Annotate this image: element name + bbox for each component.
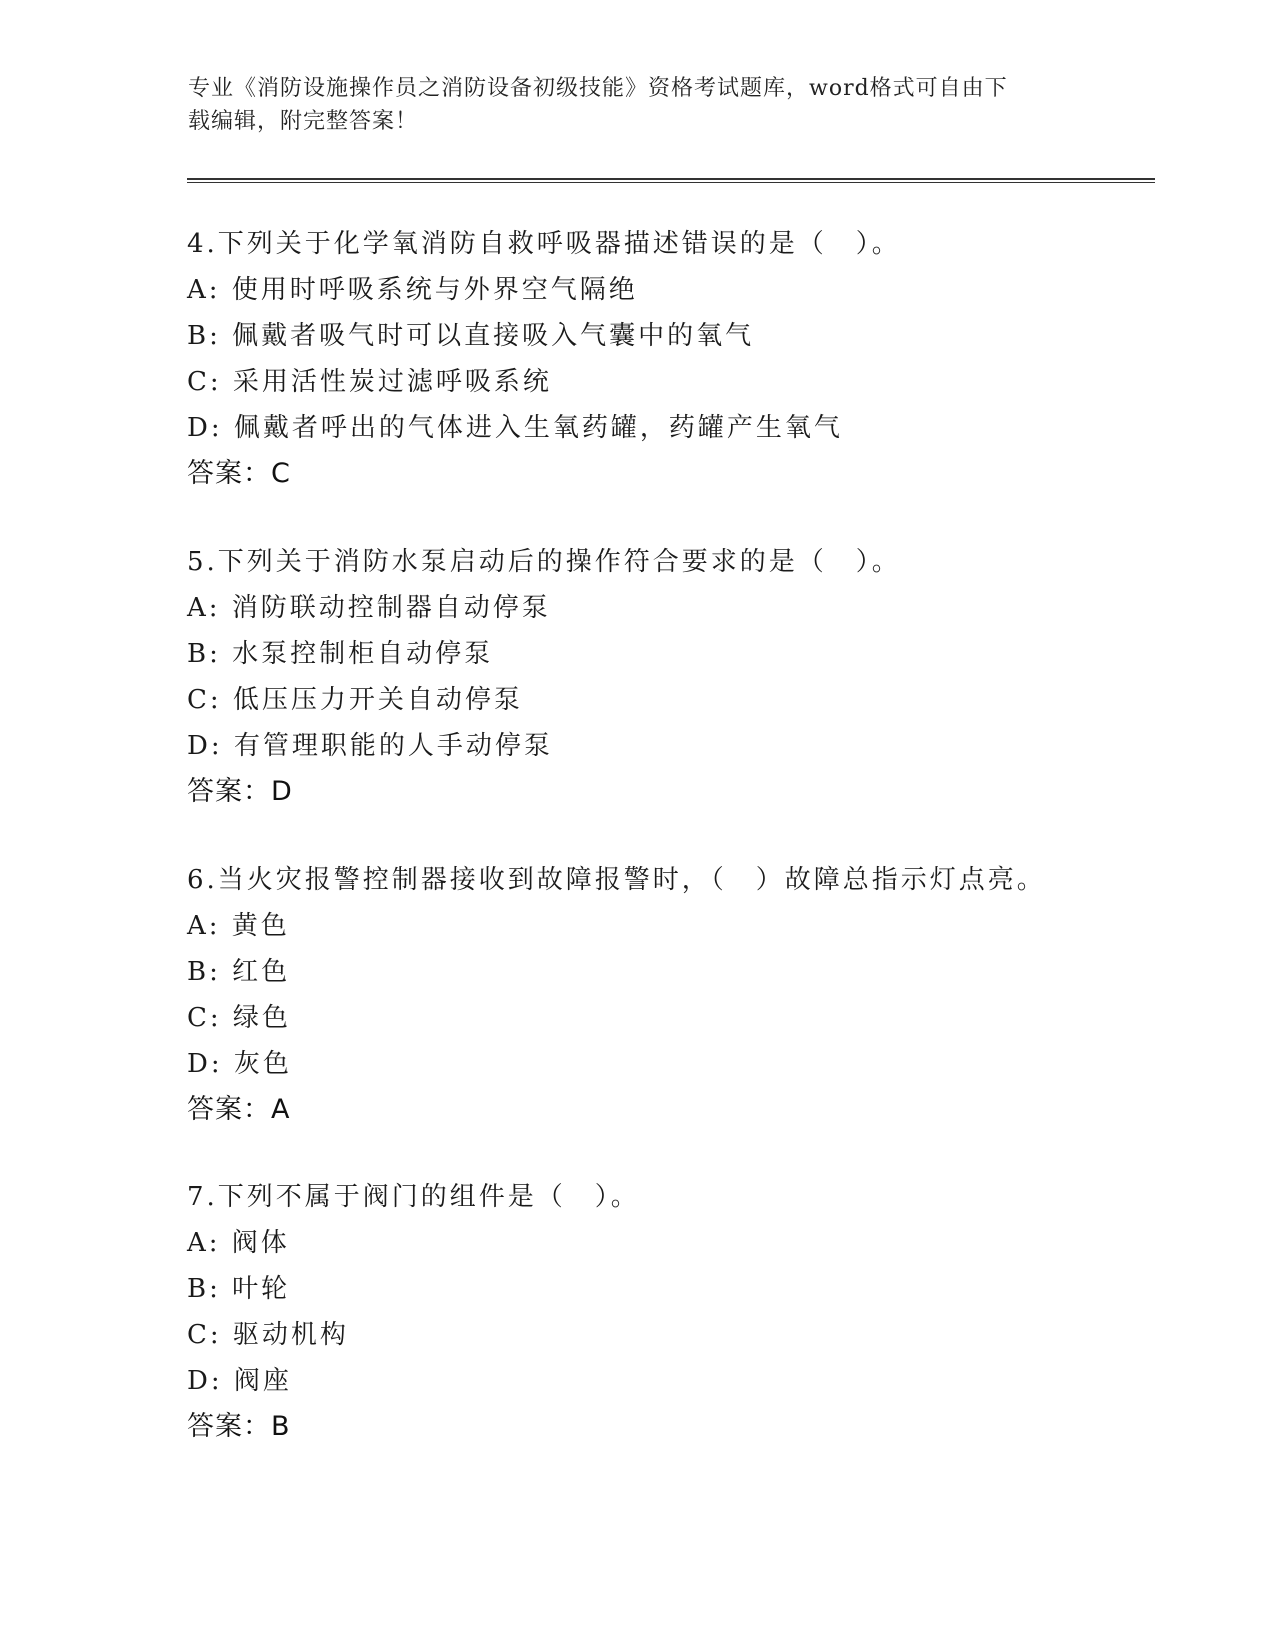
option-b: B: 佩戴者吸气时可以直接吸入气囊中的氧气	[187, 321, 755, 351]
header-divider	[187, 178, 1155, 183]
question-5	[187, 539, 1187, 815]
answer-line: 答案：A	[187, 1094, 291, 1125]
option-a: A: 阀体	[187, 1228, 290, 1258]
option-b: B: 红色	[187, 957, 291, 987]
option-a: A: 使用时呼吸系统与外界空气隔绝	[187, 275, 638, 305]
answer-line: 答案：C	[187, 458, 291, 489]
answer-line: 答案：B	[187, 1411, 291, 1442]
option-b: B: 水泵控制柜自动停泵	[187, 639, 494, 669]
question-7	[187, 1174, 1187, 1450]
document-header	[188, 72, 1068, 138]
option-c: C: 绿色	[187, 1003, 291, 1033]
question-stem: 7.下列不属于阀门的组件是（ ）。	[187, 1182, 640, 1212]
option-a: A: 消防联动控制器自动停泵	[187, 593, 551, 623]
option-d: D: 灰色	[187, 1049, 292, 1079]
question-stem: 5.下列关于消防水泵启动后的操作符合要求的是（ ）。	[187, 547, 901, 577]
question-4	[187, 221, 1187, 497]
header-line-2: 载编辑，附完整答案！	[188, 109, 419, 134]
question-stem: 6.当火灾报警控制器接收到故障报警时，（ ）故障总指示灯点亮。	[187, 865, 1046, 895]
option-d: D: 阀座	[187, 1366, 292, 1396]
header-line-1: 专业《消防设施操作员之消防设备初级技能》资格考试题库，word格式可自由下	[188, 76, 1008, 101]
option-c: C: 驱动机构	[187, 1320, 349, 1350]
option-a: A: 黄色	[187, 911, 290, 941]
option-d: D: 佩戴者呼出的气体进入生氧药罐，药罐产生氧气	[187, 413, 843, 443]
option-c: C: 采用活性炭过滤呼吸系统	[187, 367, 552, 397]
option-d: D: 有管理职能的人手动停泵	[187, 731, 553, 761]
question-6	[187, 857, 1187, 1133]
option-c: C: 低压压力开关自动停泵	[187, 685, 523, 715]
option-b: B: 叶轮	[187, 1274, 291, 1304]
question-stem: 4.下列关于化学氧消防自救呼吸器描述错误的是（ ）。	[187, 229, 901, 259]
answer-line: 答案：D	[187, 776, 293, 807]
